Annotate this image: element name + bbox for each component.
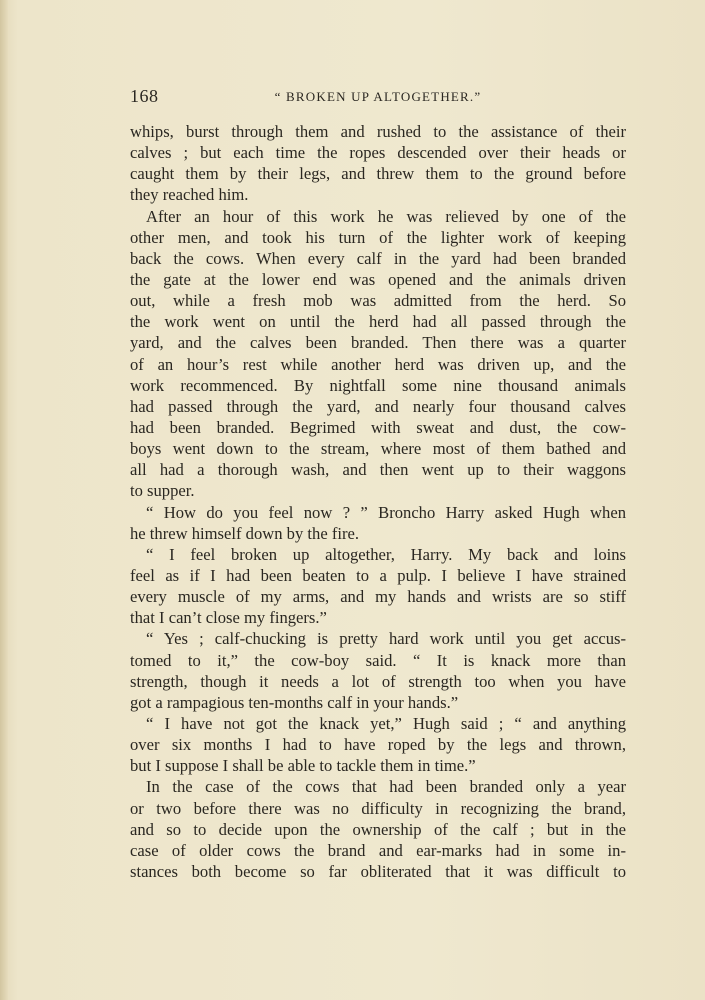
text-line: stances both become so far obliterated that it was difficult to: [130, 861, 626, 881]
text-line: had been branded. Begrimed with sweat and dust, the cow-: [130, 417, 626, 437]
text-line: whips, burst through them and rushed to the assistance of their: [130, 122, 626, 141]
text-line: and so to decide upon the ownership of the calf ; but in the: [130, 819, 626, 839]
text-line: the gate at the lower end was opened and the animals driven: [130, 269, 626, 289]
text-line: calves ; but each time the ropes descended over their heads or: [130, 143, 626, 163]
text-line: or two before there was no difficulty in recognizing the brand,: [130, 798, 626, 818]
text-line: “ Yes ; calf-chucking is pretty hard work until you get accus-: [146, 629, 626, 649]
text-line: to supper.: [130, 481, 195, 501]
text-line: every muscle of my arms, and my hands and wrists are so stiff: [130, 587, 626, 607]
running-title: “ BROKEN UP ALTOGETHER.”: [274, 89, 482, 104]
page-number: 168: [130, 86, 159, 106]
text-line: they reached him.: [130, 185, 249, 205]
text-line: “ I have not got the knack yet,” Hugh said ; “ and anything: [146, 713, 626, 733]
text-line: After an hour of this work he was relieved by one of the: [146, 206, 626, 226]
text-line: strength, though it needs a lot of strength too when you have: [130, 671, 626, 691]
text-line: boys went down to the stream, where most of them bathed and: [130, 439, 626, 459]
text-line: the work went on until the herd had all passed through the: [130, 312, 626, 332]
text-line: “ How do you feel now ? ” Broncho Harry asked Hugh when: [146, 502, 626, 522]
page-binding-edge: [0, 0, 8, 1000]
text-line: back the cows. When every calf in the yard had been branded: [130, 248, 626, 268]
page-header: [130, 86, 626, 108]
text-line: all had a thorough wash, and then went up to their waggons: [130, 460, 626, 480]
text-line: had passed through the yard, and nearly four thousand calves: [130, 396, 626, 416]
text-line: “ I feel broken up altogether, Harry. My back and loins: [146, 544, 626, 564]
text-line: case of older cows the brand and ear-marks had in some in-: [130, 840, 626, 860]
text-line: that I can’t close my fingers.”: [130, 608, 327, 628]
body-text: [130, 121, 626, 882]
text-line: but I suppose I shall be able to tackle them in time.”: [130, 756, 476, 776]
text-line: he threw himself down by the fire.: [130, 523, 360, 543]
text-line: yard, and the calves been branded. Then there was a quarter: [130, 333, 626, 353]
text-line: got a rampagious ten-months calf in your hands.”: [130, 692, 459, 712]
text-line: over six months I had to have roped by the legs and thrown,: [130, 735, 626, 755]
text-line: feel as if I had been beaten to a pulp. I believe I have strained: [130, 565, 626, 585]
text-line: work recommenced. By nightfall some nine thousand animals: [130, 375, 626, 395]
text-line: of an hour’s rest while another herd was driven up, and the: [130, 354, 626, 374]
text-line: tomed to it,” the cow-boy said. “ It is knack more than: [130, 650, 626, 670]
text-line: In the case of the cows that had been branded only a year: [146, 777, 626, 797]
text-line: other men, and took his turn of the lighter work of keeping: [130, 227, 626, 247]
text-line: out, while a fresh mob was admitted from the herd. So: [130, 291, 626, 311]
text-line: caught them by their legs, and threw them to the ground before: [130, 164, 626, 184]
